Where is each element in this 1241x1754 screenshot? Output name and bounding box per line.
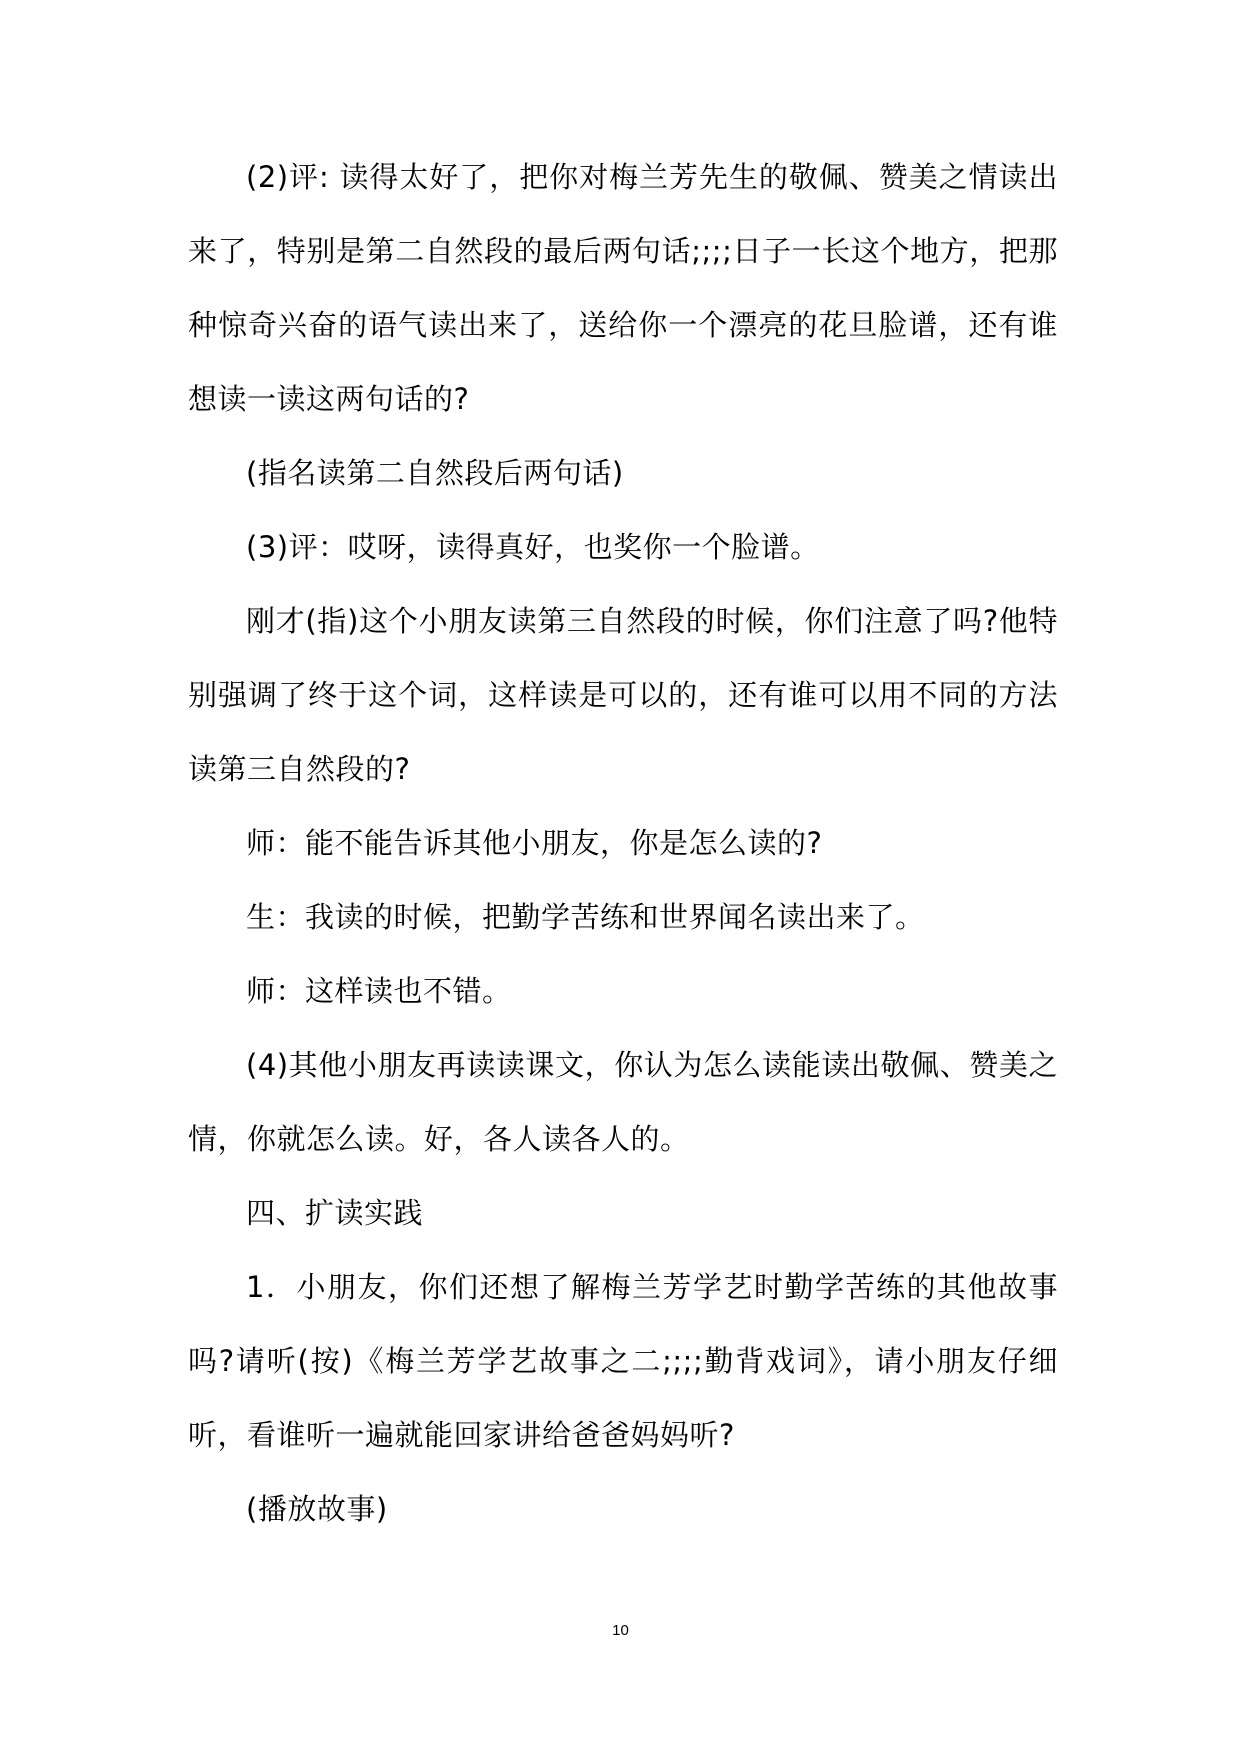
paragraph-third-section: 刚才(指)这个小朋友读第三自然段的时候，你们注意了吗?他特别强调了终于这个词，这样读是可以的，还有谁可以用不同的方法读第三自然段的? xyxy=(188,604,1058,786)
paragraph-evaluation-4: (4)其他小朋友再读读课文，你认为怎么读能读出敬佩、赞美之情，你就怎么读。好，各人读各人的。 xyxy=(188,1048,1058,1156)
paragraph-instruction-read: (指名读第二自然段后两句话) xyxy=(246,456,624,490)
page-body xyxy=(188,140,1058,1546)
paragraph-play-story: (播放故事) xyxy=(246,1492,388,1526)
section-heading-extended-reading: 四、扩读实践 xyxy=(246,1196,424,1230)
paragraph-student-answer: 生：我读的时候，把勤学苦练和世界闻名读出来了。 xyxy=(246,900,925,934)
paragraph-teacher-reply: 师：这样读也不错。 xyxy=(246,974,512,1008)
page-number: 10 xyxy=(612,1622,629,1639)
paragraph-evaluation-3: (3)评：哎呀，读得真好，也奖你一个脸谱。 xyxy=(246,530,820,564)
paragraph-teacher-question: 师：能不能告诉其他小朋友，你是怎么读的? xyxy=(246,826,823,860)
paragraph-evaluation-2: (2)评: 读得太好了，把你对梅兰芳先生的敬佩、赞美之情读出来了，特别是第二自然段的最后两句话;;;;日子一长这个地方，把那种惊奇兴奋的语气读出来了，送给你一个漂亮的花旦脸谱，还有谁想读一读这两句话的? xyxy=(188,160,1058,416)
paragraph-listening-task: 1．小朋友，你们还想了解梅兰芳学艺时勤学苦练的其他故事吗?请听(按)《梅兰芳学艺故事之二;;;;勤背戏词》，请小朋友仔细听，看谁听一遍就能回家讲给爸爸妈妈听? xyxy=(188,1270,1058,1452)
